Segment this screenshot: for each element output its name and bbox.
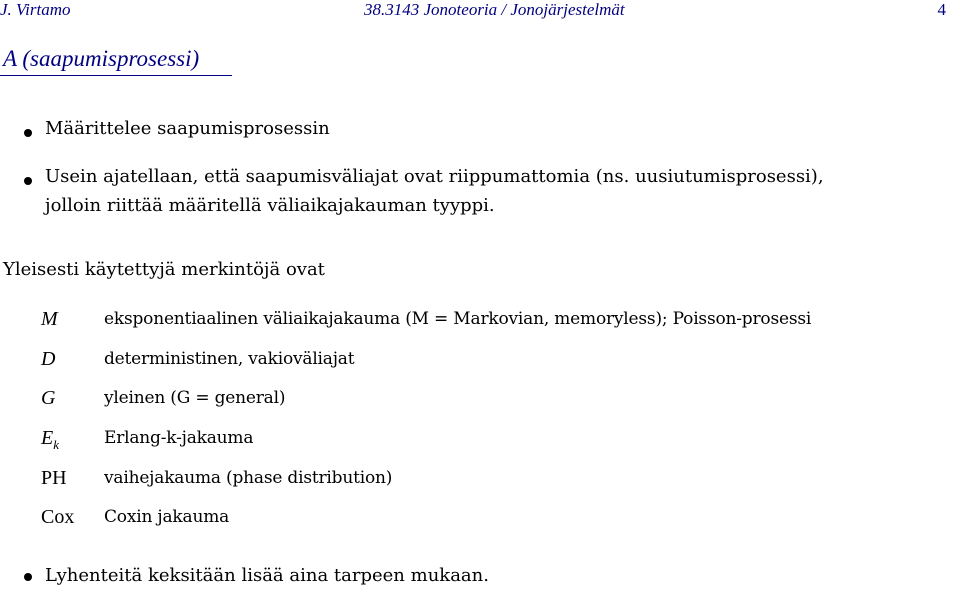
bullet-text-continuation: jolloin riittää määritellä väliaikajakauman tyyppi. <box>45 195 495 216</box>
notation-row <box>0 304 959 334</box>
notation-row <box>0 463 959 493</box>
notation-symbol: G <box>41 387 56 409</box>
notation-row <box>0 502 959 532</box>
notation-definition: vaihejakauma (phase distribution) <box>104 468 393 488</box>
slide-title: A (saapumisprosessi) <box>3 46 200 71</box>
bullet-dot-icon <box>24 573 32 581</box>
bullet-dot-icon <box>24 177 32 185</box>
title-underline <box>0 75 232 76</box>
notation-intro: Yleisesti käytettyjä merkintöjä ovat <box>3 259 325 280</box>
header-page-number: 4 <box>937 0 946 19</box>
header-author: J. Virtamo <box>0 0 71 19</box>
header-course-title: 38.3143 Jonoteoria / Jonojärjestelmät <box>364 0 625 19</box>
bullet-text: Määrittelee saapumisprosessin <box>45 118 330 139</box>
notation-definition: Coxin jakauma <box>104 507 230 527</box>
notation-definition: eksponentiaalinen väliaikajakauma (M = Markovian, memoryless); Poisson-prosessi <box>104 309 812 329</box>
page-header <box>0 0 946 22</box>
notation-symbol: Cox <box>41 506 75 528</box>
notation-row <box>0 383 959 413</box>
notation-symbol <box>41 423 59 460</box>
notation-definition: deterministinen, vakioväliajat <box>104 349 355 369</box>
notation-definition: Erlang-k-jakauma <box>104 428 254 448</box>
bullet-dot-icon <box>24 129 32 137</box>
notation-symbol: M <box>41 308 58 330</box>
notation-symbol: PH <box>41 467 67 489</box>
bullet-text: Lyhenteitä keksitään lisää aina tarpeen mukaan. <box>45 565 489 586</box>
notation-row <box>0 344 959 374</box>
bullet-text: Usein ajatellaan, että saapumisväliajat ovat riippumattomia (ns. uusiutumisprosessi), <box>45 166 824 187</box>
notation-definition: yleinen (G = general) <box>104 388 286 408</box>
notation-row <box>0 423 959 453</box>
notation-symbol-base: E <box>41 427 54 449</box>
notation-symbol-subscript: k <box>53 437 59 452</box>
notation-symbol: D <box>41 348 56 370</box>
